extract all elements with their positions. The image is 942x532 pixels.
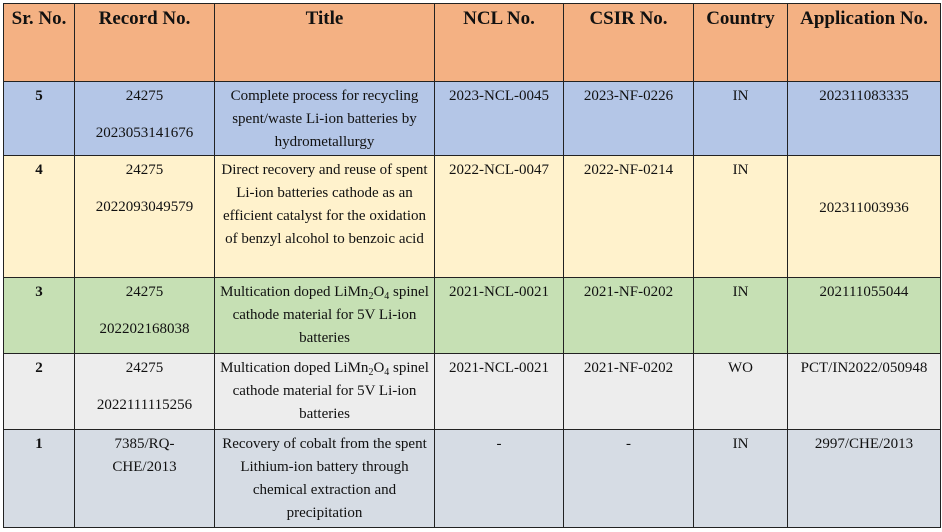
table-row (4, 430, 941, 528)
title-cell: Direct recovery and reuse of spent Li-ion batteries cathode as an efficient catalyst for the oxidation of benzyl alcohol to benzoic acid (215, 156, 435, 278)
application-no-value: 202311003936 (819, 200, 909, 216)
header-row (4, 4, 941, 82)
sr-no-cell: 2 (4, 354, 75, 430)
country-cell: IN (694, 278, 788, 354)
application-no-cell: 2997/CHE/2013 (788, 430, 941, 528)
record-id: 24275 (125, 162, 164, 178)
title-cell: Recovery of cobalt from the spent Lithium-ion battery through chemical extraction and precipitation (215, 430, 435, 528)
ncl-no-cell: 2022-NCL-0047 (435, 156, 564, 278)
title-pre: Multication doped LiMn (220, 360, 369, 376)
title-cell: Complete process for recycling spent/waste Li-ion batteries by hydrometallurgy (215, 82, 435, 156)
record-number: 2022111115256 (96, 397, 193, 413)
record-no-cell (75, 278, 215, 354)
record-number: 2022093049579 (95, 199, 194, 215)
title-cell (215, 278, 435, 354)
title-cell (215, 354, 435, 430)
sr-no-cell: 3 (4, 278, 75, 354)
subscript: 4 (384, 367, 390, 378)
table-row (4, 354, 941, 430)
subscript: 2 (368, 367, 374, 378)
record-no-cell: 7385/RQ-CHE/2013 (75, 430, 215, 528)
sr-no-cell: 4 (4, 156, 75, 278)
table-row (4, 156, 941, 278)
record-id: 24275 (125, 284, 164, 300)
table-row (4, 82, 941, 156)
title-post: spinel cathode material for 5V Li-ion batteries (232, 284, 429, 346)
header-country: Country (694, 4, 788, 82)
sr-no-cell: 1 (4, 430, 75, 528)
csir-no-cell: - (564, 430, 694, 528)
record-no-cell (75, 156, 215, 278)
patent-table (3, 3, 941, 528)
ncl-no-cell: 2021-NCL-0021 (435, 278, 564, 354)
country-cell: WO (694, 354, 788, 430)
title-post: spinel cathode material for 5V Li-ion batteries (232, 360, 429, 422)
header-csir-no: CSIR No. (564, 4, 694, 82)
title-pre: Multication doped LiMn (220, 284, 369, 300)
header-application-no: Application No. (788, 4, 941, 82)
record-no-cell (75, 82, 215, 156)
record-no-cell (75, 354, 215, 430)
ncl-no-cell: 2023-NCL-0045 (435, 82, 564, 156)
table-row (4, 278, 941, 354)
header-sr-no: Sr. No. (4, 4, 75, 82)
title-mid: O (373, 284, 385, 300)
header-record-no: Record No. (75, 4, 215, 82)
csir-no-cell: 2023-NF-0226 (564, 82, 694, 156)
sr-no-cell: 5 (4, 82, 75, 156)
header-ncl-no: NCL No. (435, 4, 564, 82)
record-id: 24275 (125, 360, 164, 376)
title-mid: O (373, 360, 385, 376)
ncl-no-cell: 2021-NCL-0021 (435, 354, 564, 430)
country-cell: IN (694, 82, 788, 156)
subscript: 4 (384, 291, 390, 302)
record-id: 24275 (125, 88, 164, 104)
application-no-cell: 202311083335 (788, 82, 941, 156)
application-no-cell: 202111055044 (788, 278, 941, 354)
application-no-cell: PCT/IN2022/050948 (788, 354, 941, 430)
record-number: 202202168038 (99, 321, 190, 337)
ncl-no-cell: - (435, 430, 564, 528)
record-number: 2023053141676 (95, 125, 194, 141)
csir-no-cell: 2021-NF-0202 (564, 354, 694, 430)
country-cell: IN (694, 156, 788, 278)
subscript: 2 (368, 291, 374, 302)
header-title: Title (215, 4, 435, 82)
csir-no-cell: 2022-NF-0214 (564, 156, 694, 278)
csir-no-cell: 2021-NF-0202 (564, 278, 694, 354)
country-cell: IN (694, 430, 788, 528)
application-no-cell (788, 156, 941, 278)
